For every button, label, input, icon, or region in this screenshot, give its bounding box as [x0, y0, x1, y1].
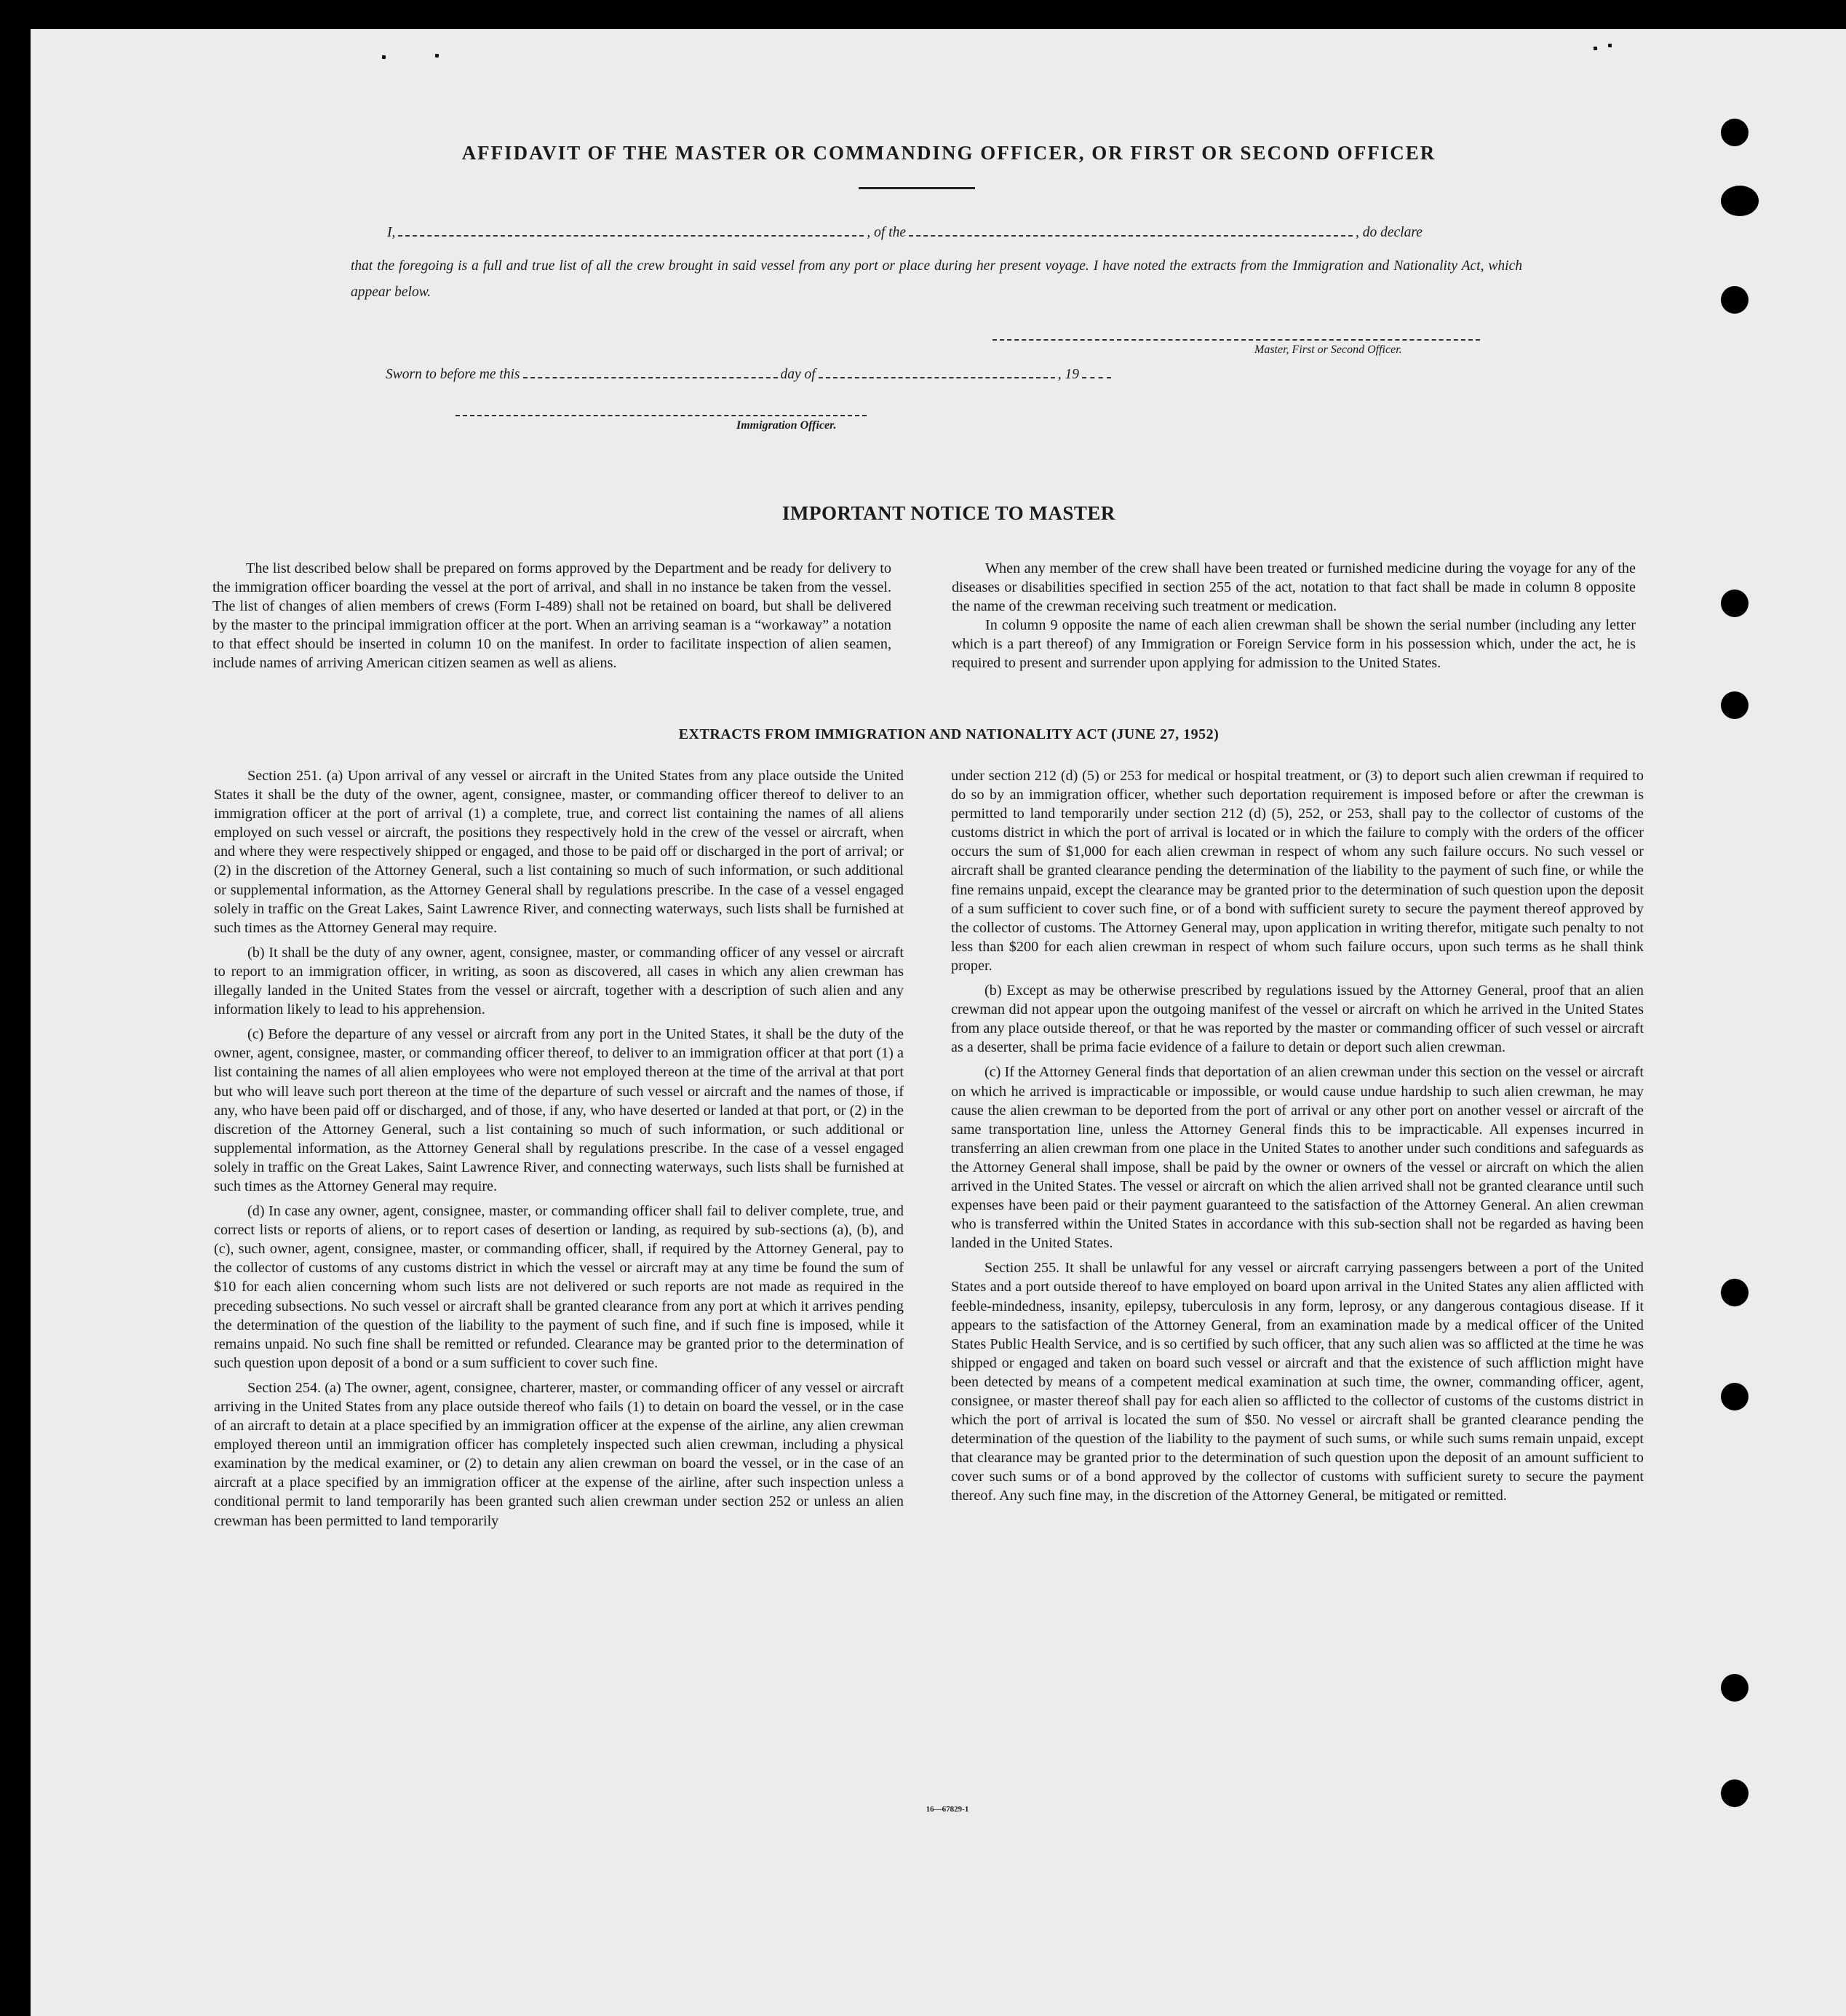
sworn-year-blank[interactable]	[1082, 377, 1111, 378]
sworn-day-blank[interactable]	[523, 377, 778, 378]
extracts-right-column	[951, 766, 1644, 1512]
vessel-name-blank[interactable]	[909, 235, 1353, 237]
scan-speck	[382, 55, 386, 59]
do-declare-label: , do declare	[1356, 225, 1423, 240]
notice-right-paragraph: In column 9 opposite the name of each alien crewman shall be shown the serial number (including any letter which is a part thereof) of any Immigration or Foreign Service form in his possession which, under the act, he is required to present and surrender upon applying for admission to the United States.	[952, 617, 1636, 672]
officer-signature-blank[interactable]	[455, 415, 867, 416]
document-page	[31, 29, 1846, 2016]
declarant-name-blank[interactable]	[398, 235, 864, 237]
punch-hole	[1721, 1779, 1748, 1807]
punch-hole	[1721, 119, 1748, 146]
scan-speck	[1608, 44, 1612, 47]
scan-speck	[435, 54, 439, 57]
extract-paragraph: under section 212 (d) (5) or 253 for medical or hospital treatment, or (3) to deport such alien crewman if required to do so by an immigration officer, whether such deportation requirement is imposed before or after the crewman is permitted to land temporarily under section 212 (d) (5), 252, or 253, shall pay to the collector of customs of the customs district in which the port of arrival is located or in which the failure to comply with the orders of the officer occurs the sum of $1,000 for each alien crewman in respect of whom any such failure occurs. No such vessel or aircraft shall be granted clearance pending the determination of the liability to the payment of such fine, or while the fine remains unpaid, except the clearance may be granted prior to the determination of such question upon the deposit of a sum sufficient to cover such fine, or of a bond with sufficient surety to secure the payment thereof approved by the collector of customs. The Attorney General may, upon application in writing therefor, mitigate such penalty to not less than $200 for each alien crewman in respect of whom such failure occurs, upon such terms as he shall think proper.	[951, 768, 1644, 974]
notice-right-paragraph: When any member of the crew shall have been treated or furnished medicine during the voyage for any of the diseases or disabilities specified in section 255 of the act, notation to that fact shall be made in column 8 opposite the name of the crewman receiving such treatment or medication.	[952, 560, 1636, 615]
punch-hole	[1721, 1674, 1748, 1702]
master-signature-blank[interactable]	[992, 339, 1480, 341]
extract-paragraph: Section 254. (a) The owner, agent, consignee, charterer, master, or commanding officer of any vessel or aircraft arriving in the United States from any place outside thereof who fails (1) to detain on board the vessel, or in the case of an aircraft to detain at a place specified by an immigration officer at the expense of the airline, any alien crewman employed thereon until an immigration officer has completely inspected such alien crewman, including a physical examination by the medical examiner, or (2) to detain any alien crewman on board the vessel, or in the case of an aircraft at a place specified by an immigration officer at the expense of the airline, after such inspection unless a conditional permit to land temporarily has been granted such alien crewman under section 252 or unless an alien crewman has been permitted to land temporarily	[214, 1379, 904, 1529]
extracts-title: EXTRACTS FROM IMMIGRATION AND NATIONALITY ACT (JUNE 27, 1952)	[678, 726, 1220, 742]
notice-title: IMPORTANT NOTICE TO MASTER	[782, 502, 1115, 524]
punch-hole	[1721, 691, 1748, 719]
extracts-left-column	[214, 766, 904, 1536]
extract-paragraph: (b) It shall be the duty of any owner, agent, consignee, master, or commanding officer of any vessel or aircraft to report to an immigration officer, in writing, as soon as discovered, all cases in which any alien crewman has illegally landed in the United States from the vessel or aircraft, together with a description of such alien and any information likely to lead to his apprehension.	[214, 944, 904, 1018]
declaration-text: that the foregoing is a full and true list of all the crew brought in said vessel from any port or place during her present voyage. I have noted the extracts from the Immigration and Nationality Act, which appear below.	[351, 258, 1522, 300]
of-the-label: , of the	[867, 225, 906, 240]
punch-hole	[1721, 1383, 1748, 1410]
sworn-month-blank[interactable]	[819, 377, 1055, 378]
extract-paragraph: (b) Except as may be otherwise prescribed by regulations issued by the Attorney General, proof that an alien crewman did not appear upon the outgoing manifest of the vessel or aircraft on which he arrived in the United States from any place outside thereof, or that he was reported by the master or commanding officer of such vessel or aircraft as a deserter, shall be prima facie evidence of a failure to detain or deport such alien crewman.	[951, 983, 1644, 1056]
master-signature-label: Master, First or Second Officer.	[1254, 344, 1402, 356]
declarant-prefix: I,	[387, 225, 396, 240]
notice-left-column	[212, 559, 891, 679]
affidavit-title: AFFIDAVIT OF THE MASTER OR COMMANDING OFFICER, OR FIRST OR SECOND OFFICER	[461, 142, 1436, 164]
punch-hole	[1721, 1279, 1748, 1306]
sworn-label: Sworn to before me this	[386, 367, 520, 382]
sworn-line	[386, 368, 1114, 382]
officer-signature-label: Immigration Officer.	[736, 419, 837, 432]
extract-paragraph: Section 255. It shall be unlawful for any vessel or aircraft carrying passengers between a port of the United States and a port outside thereof to have employed on board upon arrival in the United States any alien afflicted with feeble-mindedness, insanity, epilepsy, tuberculosis in any form, leprosy, or any dangerous contagious disease. If it appears to the satisfaction of the Attorney General, from an examination made by a medical officer of the United States Public Health Service, and is so certified by such officer, that any such alien was so afflicted at the time he was shipped or engaged and taken on board such vessel or aircraft and that the existence of such affliction might have been detected by means of a competent medical examination at such time, the owner, commanding officer, agent, consignee, or master thereof shall pay for each alien so afflicted to the collector of customs of the customs district in which the port of arrival is located the sum of $50. No vessel or aircraft shall be granted clearance pending the determination of the question of the liability to the payment of such sums, or while such sums remain unpaid, except that clearance may be granted prior to the determination of such question upon the deposit of an amount sufficient to cover such sums or of a bond approved by the collector of customs with sufficient surety to secure the payment thereof. Any such fine may, in the discretion of the Attorney General, be mitigated or remitted.	[951, 1260, 1644, 1504]
title-rule	[859, 187, 975, 189]
notice-left-paragraph: The list described below shall be prepared on forms approved by the Department and be ready for delivery to the immigration officer boarding the vessel at the port of arrival, and shall in no instance be taken from the vessel. The list of changes of alien members of crews (Form I-489) shall not be retained on board, but shall be delivered by the master to the principal immigration officer at the port. When an arriving seaman is a “workaway” a notation to that effect should be inserted in column 10 on the manifest. In order to facilitate inspection of alien seamen, include names of arriving American citizen seamen as well as aliens.	[212, 560, 891, 672]
form-code: 16—67829-1	[926, 1805, 969, 1814]
extract-paragraph: (c) Before the departure of any vessel or aircraft from any port in the United States, it shall be the duty of the owner, agent, consignee, master, or commanding officer thereof, to deliver to an immigration officer at that port (1) a list containing the names of all alien employees who were not employed thereon at the time of the arrival at that port but who will leave such port thereon at the time of the departure of such vessel or aircraft and the names of those, if any, who have been paid off or discharged, and of those, if any, who have deserted or landed at that port, or (2) in the discretion of the Attorney General, such a list containing so much of such information, or such additional or supplemental information, as the Attorney General shall by regulations prescribe. In the case of a vessel engaged solely in traffic on the Great Lakes, Saint Lawrence River, and connecting waterways, such lists shall be furnished at such times as the Attorney General may require.	[214, 1026, 904, 1194]
declarant-line	[387, 226, 1423, 240]
notice-right-column	[952, 559, 1636, 679]
extract-paragraph: Section 251. (a) Upon arrival of any vessel or aircraft in the United States from any place outside the United States it shall be the duty of the owner, agent, consignee, master, or commanding officer thereof to deliver to an immigration officer at the port of arrival (1) a complete, true, and correct list containing the names of all aliens employed on such vessel or aircraft, the positions they respectively hold in the crew of the vessel or aircraft, when and where they were respectively shipped or engaged, and those to be paid off or discharged in the port of arrival; or (2) in the discretion of the Attorney General, such a list containing so much of such information, or such additional or supplemental information, as the Attorney General shall by regulations prescribe. In the case of a vessel engaged solely in traffic on the Great Lakes, Saint Lawrence River, and connecting waterways, such lists shall be furnished at such times as the Attorney General may require.	[214, 768, 904, 936]
punch-hole	[1721, 286, 1748, 314]
punch-hole	[1721, 186, 1759, 216]
extract-paragraph: (d) In case any owner, agent, consignee, master, or commanding officer shall fail to deliver complete, true, and correct lists or reports of aliens, or to report cases of desertion or landing, as required by sub-sections (a), (b), and (c), such owner, agent, consignee, master, or commanding officer, shall, if required by the Attorney General, pay to the collector of customs of any customs district in which the vessel or aircraft may at any time be found the sum of $10 for each alien concerning whom such lists are not delivered or such reports are not made as required in the preceding subsections. No such vessel or aircraft shall be granted clearance from any port at which it arrives pending the determination of the question of the liability to the payment of such fine, and if such fine is imposed, while it remains unpaid. No such fine shall be remitted or refunded. Clearance may be granted prior to the determination of such question upon deposit of a bond or a sum sufficient to cover such fine.	[214, 1203, 904, 1371]
day-of-label: day of	[780, 367, 816, 382]
extract-paragraph: (c) If the Attorney General finds that deportation of an alien crewman under this section on the vessel or aircraft on which he arrived is impracticable or impossible, or would cause undue hardship to such alien crewman, he may cause the alien crewman to be deported from the port of arrival or any other port on another vessel or aircraft of the same transportation line, unless the Attorney General finds this to be impracticable. All expenses incurred in transferring an alien crewman from one place in the United States to another under such conditions and safeguards as the Attorney General shall impose, shall be paid by the owner or owners of the vessel or aircraft on which the alien arrived in the United States. The vessel or aircraft on which the alien arrived shall not be granted clearance until such expenses have been paid or their payment guaranteed to the satisfaction of the Attorney General. An alien crewman who is transferred within the United States in accordance with this sub-section shall not be regarded as having been landed in the United States.	[951, 1064, 1644, 1252]
year-prefix-label: , 19	[1057, 367, 1079, 382]
scan-speck	[1594, 47, 1597, 50]
punch-hole	[1721, 590, 1748, 617]
